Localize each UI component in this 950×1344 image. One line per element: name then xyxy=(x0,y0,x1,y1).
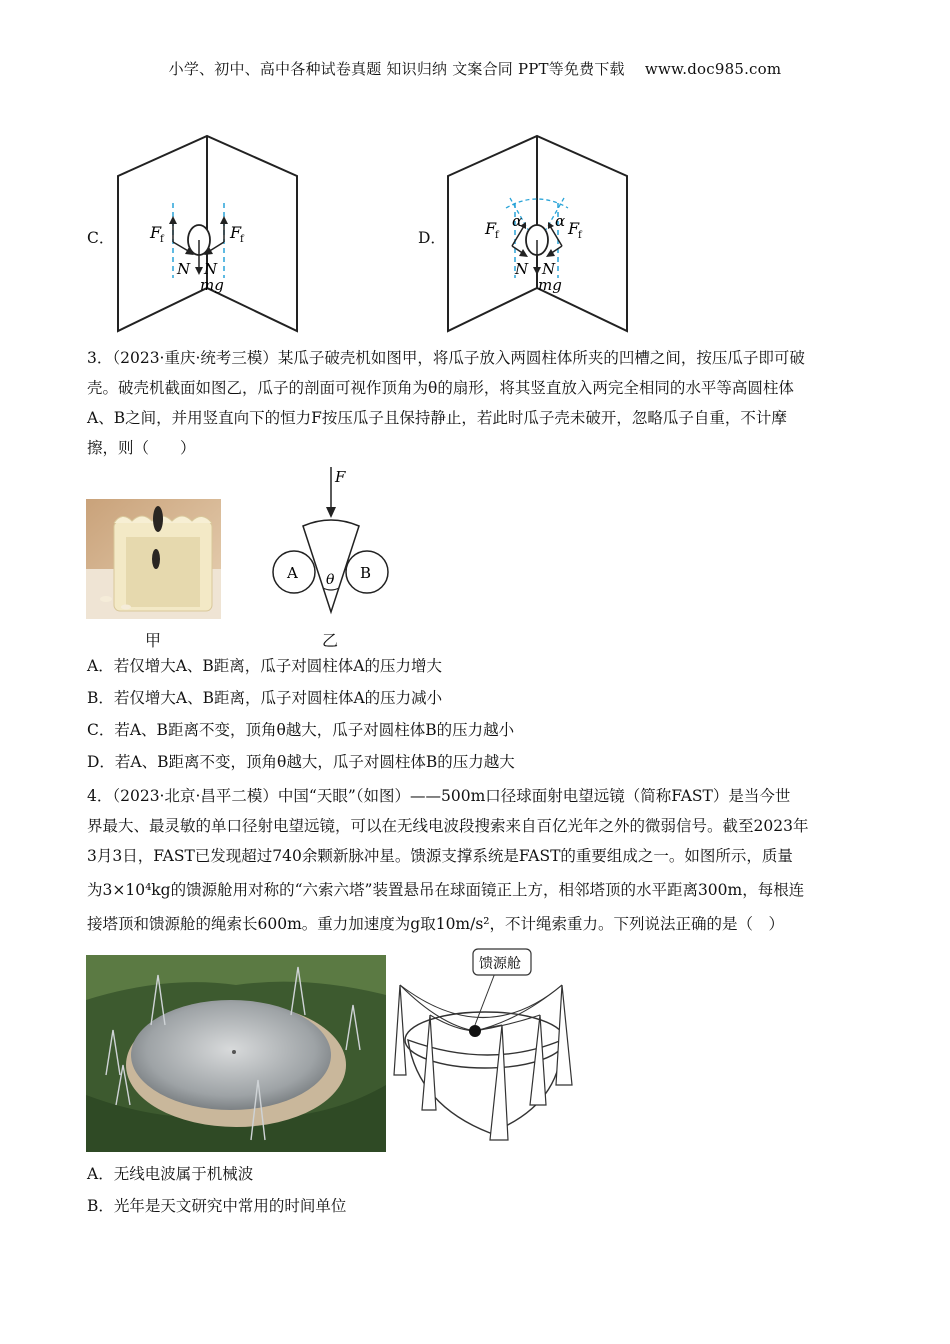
figure-option-c xyxy=(110,128,310,338)
option-d-label: D． xyxy=(418,229,446,247)
label-n-right: N xyxy=(204,260,218,278)
option-c-label: C． xyxy=(87,229,115,247)
label-mg: mg xyxy=(538,276,562,294)
figure-yi-cross-section xyxy=(265,462,395,622)
svg-text:f: f xyxy=(495,230,499,241)
label-mg: mg xyxy=(200,276,224,294)
label-ff-right: F xyxy=(230,223,242,242)
q3-option-a: A．若仅增大A、B距离，瓜子对圆柱体A的压力增大 xyxy=(87,657,442,675)
label-force-f: F xyxy=(335,468,346,486)
photo-fast-telescope xyxy=(86,955,386,1152)
q4-line-1: 4．（2023·北京·昌平二模）中国“天眼”（如图）——500m口径球面射电望远镜（简称FAST）是当今世 xyxy=(87,787,791,805)
q3-line-2: 壳。破壳机截面如图乙，瓜子的剖面可视作顶角为θ的扇形，将其竖直放入两完全相同的水平等高圆柱体 xyxy=(87,379,794,397)
q4-line-5: 接塔顶和馈源舱的绳索长600m。重力加速度为g取10m/s²，不计绳索重力。下列说法正确的是（ ） xyxy=(87,915,785,933)
svg-text:f: f xyxy=(160,234,164,245)
label-n-left: N xyxy=(515,260,529,278)
q3-option-c: C．若A、B距离不变，顶角θ越大，瓜子对圆柱体B的压力越小 xyxy=(87,721,515,739)
q4-option-a: A．无线电波属于机械波 xyxy=(87,1165,254,1183)
page-header: 小学、初中、高中各种试卷真题 知识归纳 文案合同 PPT等免费下载 www.doc985.com xyxy=(168,60,782,78)
label-ff-left: F xyxy=(485,219,497,238)
figure-option-d xyxy=(440,128,640,338)
label-alpha-right: α xyxy=(555,212,566,230)
label-cylinder-a: A xyxy=(287,564,298,582)
q4-line-4: 为3×10⁴kg的馈源舱用对称的“六索六塔”装置悬吊在球面镜正上方，相邻塔顶的水平距离300m，每根连 xyxy=(87,881,805,899)
svg-text:f: f xyxy=(240,234,244,245)
q4-line-3: 3月3日，FAST已发现超过740余颗新脉冲星。馈源支撑系统是FAST的重要组成之一。如图所示，质量 xyxy=(87,847,793,865)
label-n-right: N xyxy=(542,260,556,278)
q4-option-b: B．光年是天文研究中常用的时间单位 xyxy=(87,1197,347,1215)
photo-seed-cracker xyxy=(86,499,221,619)
caption-yi: 乙 xyxy=(322,631,339,650)
label-ff-right: F xyxy=(568,219,580,238)
q4-line-2: 界最大、最灵敏的单口径射电望远镜，可以在无线电波段搜索来自百亿光年之外的微弱信号。截至2023年 xyxy=(87,817,809,835)
svg-text:f: f xyxy=(578,230,582,241)
label-ff-left: F xyxy=(150,223,162,242)
label-theta: θ xyxy=(326,572,335,588)
label-n-left: N xyxy=(177,260,191,278)
q3-option-b: B．若仅增大A、B距离，瓜子对圆柱体A的压力减小 xyxy=(87,689,443,707)
figure-feed-cabin-diagram xyxy=(390,945,590,1155)
label-alpha-left: α xyxy=(512,212,523,230)
q3-line-1: 3．（2023·重庆·统考三模）某瓜子破壳机如图甲，将瓜子放入两圆柱体所夹的凹槽之间，按压瓜子即可破 xyxy=(87,349,805,367)
caption-jia: 甲 xyxy=(145,631,162,650)
q3-line-3: A、B之间，并用竖直向下的恒力F按压瓜子且保持静止，若此时瓜子壳未破开，忽略瓜子自重，不计摩 xyxy=(87,409,787,427)
label-cylinder-b: B xyxy=(360,564,372,582)
label-feed-cabin: 馈源舱 xyxy=(479,956,521,972)
q3-option-d: D．若A、B距离不变，顶角θ越大，瓜子对圆柱体B的压力越大 xyxy=(87,753,515,771)
q3-line-4: 擦，则（ ） xyxy=(87,439,196,457)
